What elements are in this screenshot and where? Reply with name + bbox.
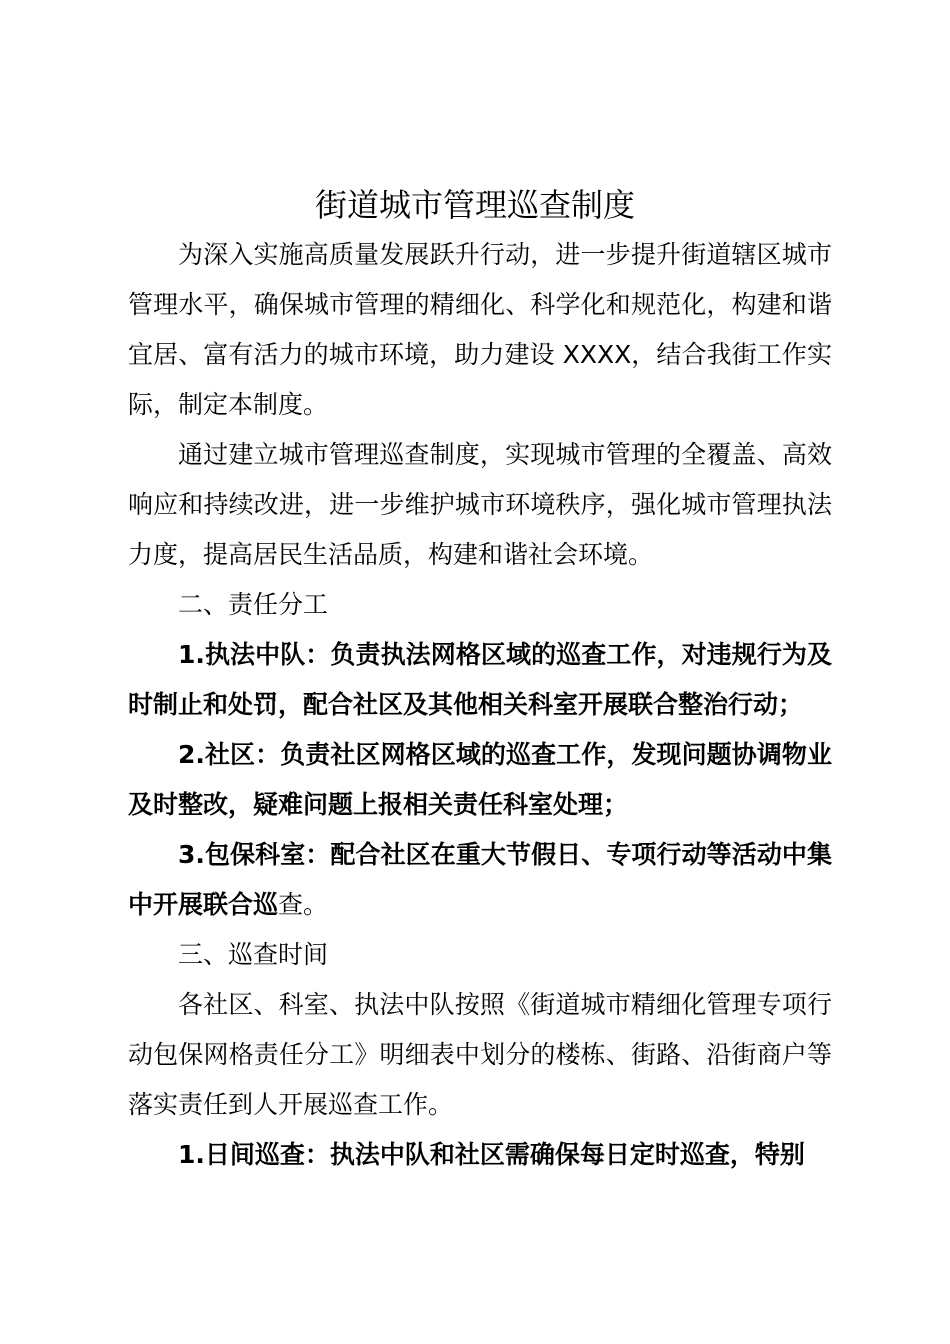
duty-responsible-department [128, 830, 832, 930]
section-heading-responsibilities: 二、责任分工 [178, 590, 329, 619]
duty-community: 2.社区：负责社区网格区域的巡查工作，发现问题协调物业及时整改，疑难问题上报相关责任科室处理； [128, 740, 832, 819]
duty-3-tail-text: 查。 [278, 890, 329, 919]
duty-law-enforcement-team: 1.执法中队：负责执法网格区域的巡查工作，对违规行为及时制止和处罚，配合社区及其他相关科室开展联合整治行动； [128, 640, 832, 719]
daytime-patrol-paragraph: 1.日间巡查：执法中队和社区需确保每日定时巡查，特别 [178, 1140, 805, 1169]
section-heading-patrol-time: 三、巡查时间 [178, 940, 329, 969]
patrol-time-paragraph: 各社区、科室、执法中队按照《街道城市精细化管理专项行动包保网格责任分工》明细表中划分的楼栋、街路、沿街商户等落实责任到人开展巡查工作。 [128, 990, 832, 1119]
duty-3-bold-text: 3.包保科室：配合社区在重大节假日、专项行动等活动中集中开展联合巡 [128, 840, 832, 919]
document-title: 街道城市管理巡查制度 [314, 186, 635, 224]
goal-paragraph: 通过建立城市管理巡查制度，实现城市管理的全覆盖、高效响应和持续改进，进一步维护城市环境秩序，强化城市管理执法力度，提高居民生活品质，构建和谐社会环境。 [128, 440, 832, 569]
intro-paragraph: 为深入实施高质量发展跃升行动，进一步提升街道辖区城市管理水平，确保城市管理的精细化、科学化和规范化，构建和谐宜居、富有活力的城市环境，助力建设 XXXX，结合我街工作实际，制定本制度。 [128, 240, 832, 419]
